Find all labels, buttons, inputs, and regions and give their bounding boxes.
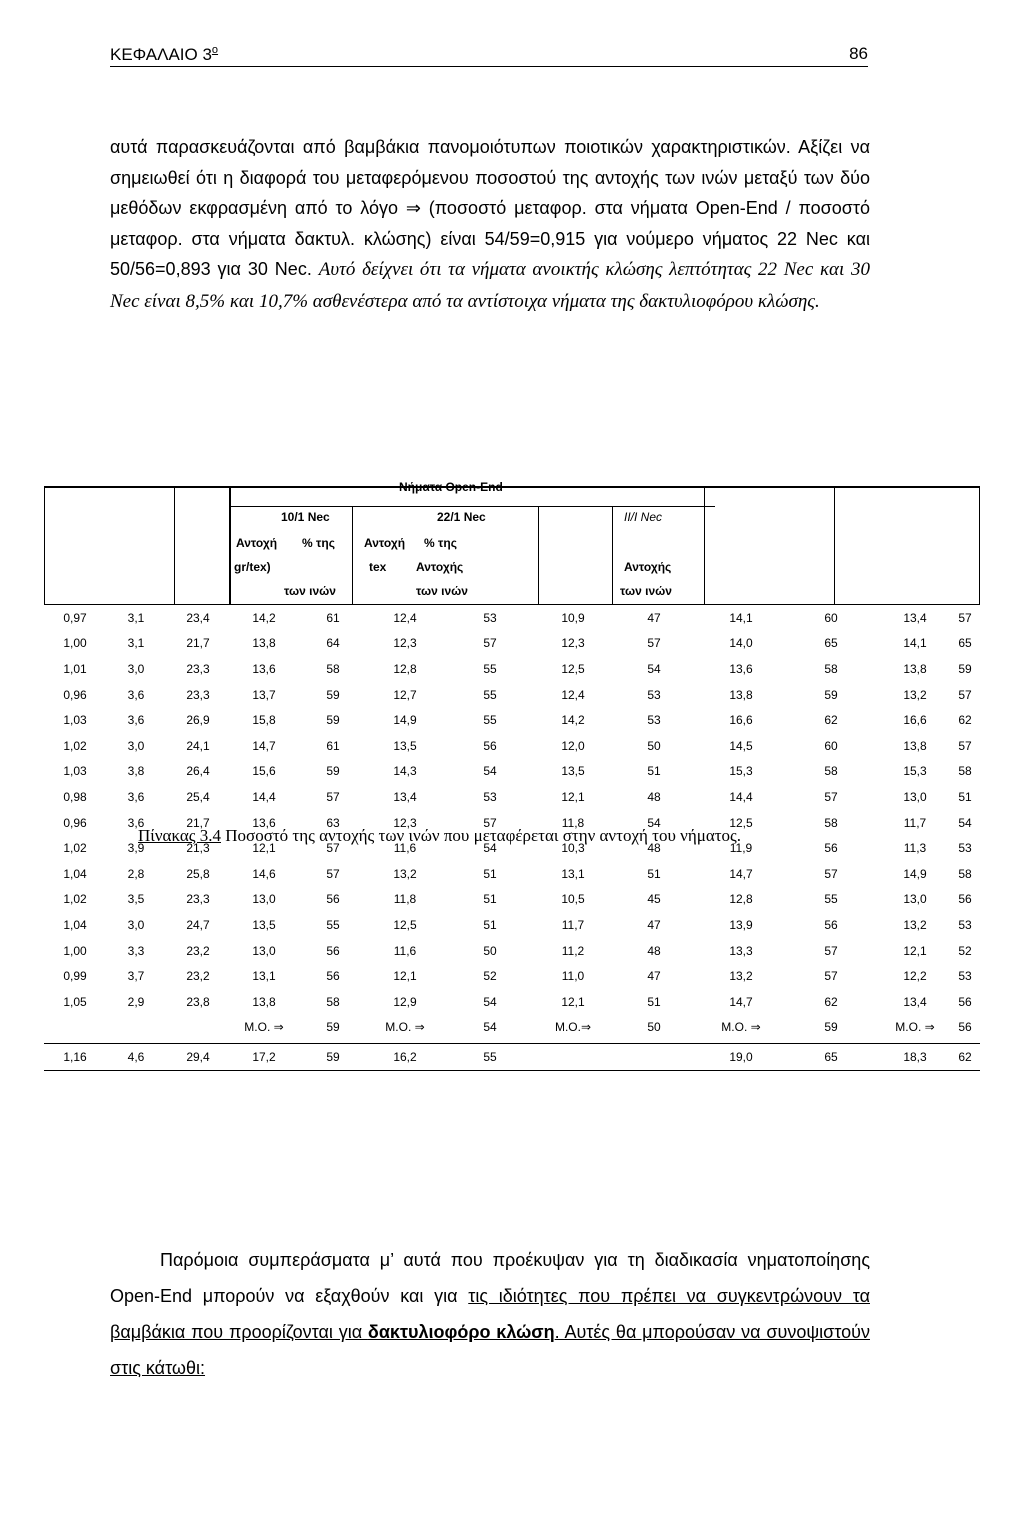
table-cell: 54 bbox=[647, 661, 661, 676]
table-cell: 52 bbox=[483, 969, 497, 984]
table-row bbox=[44, 656, 980, 682]
table-cell: 12,7 bbox=[393, 687, 417, 702]
table-cell: 12,5 bbox=[729, 815, 753, 830]
table-cell: 13,2 bbox=[903, 917, 927, 932]
table-cell: 65 bbox=[824, 636, 838, 651]
table-cell: 57 bbox=[824, 943, 838, 958]
table-cell: 60 bbox=[824, 610, 838, 625]
paragraph-1 bbox=[110, 132, 870, 318]
caption-text: Ποσοστό της αντοχής των ινών που μεταφέρεται στην αντοχή του νήματος. bbox=[221, 826, 742, 845]
paragraph-1-text: αυτά παρασκευάζονται από βαμβάκια πανομοιότυπων ποιοτικών χαρακτηριστικών. Αξίζει να σημειωθεί ότι η διαφορά του μεταφερόμενου ποσοστού της αντοχής των ινών μεταξύ των δύο μεθόδων εκφρασμένη από το λόγο ⇒ (ποσοστό μεταφορ. στα νήματα Open-End / ποσοστό μεταφορ. στα νήματα δακτυλ. κλώσης) είναι 54/59=0,915 για νούμερο νήματος 22 Nec και 50/56=0,893 για 30 Nec. bbox=[110, 137, 870, 280]
table-cell: 25,8 bbox=[186, 866, 210, 881]
table-cell: 3,6 bbox=[127, 713, 145, 728]
table-cell: 54 bbox=[483, 764, 497, 779]
table-cell: 1,02 bbox=[63, 892, 87, 907]
table-cell: 3,0 bbox=[127, 738, 145, 753]
table-cell: 57 bbox=[824, 789, 838, 804]
table-cell: 56 bbox=[326, 892, 340, 907]
table-cell: 0,97 bbox=[63, 610, 87, 625]
table-cell: 62 bbox=[958, 713, 972, 728]
table-cell: 12,8 bbox=[729, 892, 753, 907]
table-cell: 51 bbox=[483, 866, 497, 881]
label-d1: % της bbox=[424, 536, 457, 550]
table-cell: 56 bbox=[483, 738, 497, 753]
table-cell: 13,2 bbox=[393, 866, 417, 881]
table-cell: 15,3 bbox=[729, 764, 753, 779]
label-c2: tex bbox=[369, 560, 387, 574]
table-row bbox=[44, 1043, 980, 1070]
table-cell: 60 bbox=[824, 738, 838, 753]
table-cell: 4,6 bbox=[127, 1049, 145, 1064]
table-cell: 1,00 bbox=[63, 636, 87, 651]
table-cell: 62 bbox=[824, 713, 838, 728]
table-cell: 23,3 bbox=[186, 687, 210, 702]
paragraph-2 bbox=[110, 1242, 870, 1386]
table-cell: 3,0 bbox=[127, 661, 145, 676]
table-cell: 45 bbox=[647, 892, 661, 907]
table-cell: 13,0 bbox=[252, 892, 276, 907]
table-cell: 12,1 bbox=[393, 969, 417, 984]
table-cell: 12,5 bbox=[393, 917, 417, 932]
page-number: 86 bbox=[849, 44, 868, 63]
table-cell: 50 bbox=[647, 1020, 661, 1035]
table-row bbox=[44, 861, 980, 887]
table-row bbox=[44, 631, 980, 657]
table-cell: 58 bbox=[326, 661, 340, 676]
table-cell: 13,3 bbox=[729, 943, 753, 958]
table-cell: 53 bbox=[483, 610, 497, 625]
table-cell: 59 bbox=[824, 1020, 838, 1035]
table-cell: 23,2 bbox=[186, 943, 210, 958]
table-cell: 48 bbox=[647, 841, 661, 856]
table-cell: 14,1 bbox=[903, 636, 927, 651]
table-cell: 13,0 bbox=[252, 943, 276, 958]
table-cell: 11,8 bbox=[561, 815, 585, 830]
table-cell: 12,4 bbox=[393, 610, 417, 625]
table-cell: 14,9 bbox=[903, 866, 927, 881]
table-cell: 54 bbox=[483, 994, 497, 1009]
table-cell: 13,8 bbox=[903, 661, 927, 676]
label-d2: Αντοχής bbox=[416, 560, 464, 574]
table-cell: 58 bbox=[824, 764, 838, 779]
table-cell: 56 bbox=[824, 841, 838, 856]
table-cell: 18,3 bbox=[903, 1049, 927, 1064]
table-cell: 58 bbox=[824, 661, 838, 676]
table-cell: 61 bbox=[326, 738, 340, 753]
table-cell: 25,4 bbox=[186, 789, 210, 804]
paragraph-2-tail: . Αυτές θα μπορούσαν να συνοψιστούν στις κάτωθι: bbox=[110, 1322, 870, 1378]
table-cell: 11,3 bbox=[903, 841, 927, 856]
table-cell: 57 bbox=[958, 687, 972, 702]
table-cell: 51 bbox=[483, 917, 497, 932]
data-table bbox=[44, 480, 980, 1071]
table-cell: 1,02 bbox=[63, 841, 87, 856]
table-cell: 3,6 bbox=[127, 789, 145, 804]
table-cell: 55 bbox=[326, 917, 340, 932]
table-cell: 13,6 bbox=[252, 661, 276, 676]
table-cell: 12,3 bbox=[393, 636, 417, 651]
table-row bbox=[44, 733, 980, 759]
table-cell: 11,9 bbox=[729, 841, 753, 856]
table-cell: 56 bbox=[326, 943, 340, 958]
table-cell: 14,3 bbox=[393, 764, 417, 779]
table-cell: 57 bbox=[483, 815, 497, 830]
table-cell: 51 bbox=[647, 866, 661, 881]
table-cell: 12,9 bbox=[393, 994, 417, 1009]
table-cell: 65 bbox=[824, 1049, 838, 1064]
table-cell: 14,7 bbox=[729, 994, 753, 1009]
table-cell: 54 bbox=[483, 841, 497, 856]
table-cell: 13,6 bbox=[252, 815, 276, 830]
table-cell: 59 bbox=[326, 687, 340, 702]
table-row bbox=[44, 912, 980, 938]
table-cell: 0,98 bbox=[63, 789, 87, 804]
table-cell: 58 bbox=[326, 994, 340, 1009]
table-cell: 10,5 bbox=[561, 892, 585, 907]
table-cell: 12,1 bbox=[903, 943, 927, 958]
label-e1: Αντοχής bbox=[624, 560, 672, 574]
table-cell: 58 bbox=[958, 764, 972, 779]
table-cell: Μ.Ο. ⇒ bbox=[385, 1020, 425, 1035]
table-cell: 55 bbox=[483, 1049, 497, 1064]
table-row bbox=[44, 1015, 980, 1041]
table-cell: 14,4 bbox=[729, 789, 753, 804]
table-cell: 57 bbox=[326, 789, 340, 804]
page-header bbox=[110, 44, 868, 67]
label-c1: Αντοχή bbox=[364, 536, 406, 550]
table-cell: 0,96 bbox=[63, 815, 87, 830]
table-cell: 3,1 bbox=[127, 636, 145, 651]
table-cell: 26,4 bbox=[186, 764, 210, 779]
table-cell: 56 bbox=[958, 994, 972, 1009]
table-cell: 29,4 bbox=[186, 1049, 210, 1064]
table-cell: 13,0 bbox=[903, 789, 927, 804]
table-cell: 11,8 bbox=[393, 892, 417, 907]
table-cell: 3,6 bbox=[127, 815, 145, 830]
table-cell: 2,9 bbox=[127, 994, 145, 1009]
table-cell: 13,8 bbox=[252, 636, 276, 651]
table-cell: 14,4 bbox=[252, 789, 276, 804]
table-cell: 50 bbox=[647, 738, 661, 753]
table-cell: 24,7 bbox=[186, 917, 210, 932]
table-cell: 1,04 bbox=[63, 866, 87, 881]
table-row bbox=[44, 759, 980, 785]
table-cell: 12,3 bbox=[561, 636, 585, 651]
table-row bbox=[44, 784, 980, 810]
table-cell: 12,4 bbox=[561, 687, 585, 702]
table-cell: 55 bbox=[824, 892, 838, 907]
table-cell: 15,6 bbox=[252, 764, 276, 779]
table-cell: 1,05 bbox=[63, 994, 87, 1009]
table-cell: 13,8 bbox=[903, 738, 927, 753]
table-cell: 57 bbox=[824, 866, 838, 881]
table-cell: 24,1 bbox=[186, 738, 210, 753]
table-cell: 3,1 bbox=[127, 610, 145, 625]
table-cell: 3,6 bbox=[127, 687, 145, 702]
table-cell: 2,8 bbox=[127, 866, 145, 881]
table-cell: 13,7 bbox=[252, 687, 276, 702]
table-cell: 63 bbox=[326, 815, 340, 830]
sub-header-30: ΙΙ/Ι Nec bbox=[624, 510, 663, 524]
table-cell: 14,2 bbox=[252, 610, 276, 625]
table-cell: 12,3 bbox=[393, 815, 417, 830]
table-cell: 13,6 bbox=[729, 661, 753, 676]
label-a2: gr/tex) bbox=[234, 560, 271, 574]
table-cell: 0,99 bbox=[63, 969, 87, 984]
table-cell: 13,8 bbox=[252, 994, 276, 1009]
table-cell: 11,7 bbox=[903, 815, 927, 830]
table-cell: 14,1 bbox=[729, 610, 753, 625]
table-cell: 51 bbox=[958, 789, 972, 804]
table-cell: 53 bbox=[958, 969, 972, 984]
table-cell: 57 bbox=[647, 636, 661, 651]
table-cell: 13,1 bbox=[252, 969, 276, 984]
table-cell: Μ.Ο. ⇒ bbox=[721, 1020, 761, 1035]
table-row bbox=[44, 887, 980, 913]
table-cell: 10,9 bbox=[561, 610, 585, 625]
table-cell: 10,3 bbox=[561, 841, 585, 856]
table-row bbox=[44, 989, 980, 1015]
table-cell: 14,7 bbox=[729, 866, 753, 881]
table-cell: 55 bbox=[483, 713, 497, 728]
table-row bbox=[44, 938, 980, 964]
table-cell: 14,9 bbox=[393, 713, 417, 728]
table-cell: 57 bbox=[483, 636, 497, 651]
table-cell: 23,4 bbox=[186, 610, 210, 625]
paragraph-2-bold: δακτυλιοφόρο κλώση bbox=[367, 1322, 555, 1342]
table-cell: 13,5 bbox=[561, 764, 585, 779]
table-cell: 56 bbox=[958, 1020, 972, 1035]
table-cell: 14,7 bbox=[252, 738, 276, 753]
table-cell: 13,0 bbox=[903, 892, 927, 907]
table-cell: 14,2 bbox=[561, 713, 585, 728]
table-cell: 51 bbox=[483, 892, 497, 907]
table-cell: 14,6 bbox=[252, 866, 276, 881]
table-cell: 12,8 bbox=[393, 661, 417, 676]
table-cell: 57 bbox=[958, 738, 972, 753]
label-a1: Αντοχή bbox=[236, 536, 278, 550]
table-cell: 17,2 bbox=[252, 1049, 276, 1064]
table-cell: 0,96 bbox=[63, 687, 87, 702]
table-cell: 1,03 bbox=[63, 764, 87, 779]
table-header bbox=[44, 480, 980, 604]
table-cell: 3,7 bbox=[127, 969, 145, 984]
group-title: Νήματα Open-End bbox=[399, 480, 503, 494]
table-cell: 62 bbox=[824, 994, 838, 1009]
table-cell: 55 bbox=[483, 661, 497, 676]
label-b2: των ινών bbox=[284, 584, 336, 598]
paragraph-1-italic: Αυτό δείχνει ότι τα νήματα ανοικτής κλώσης λεπτότητας 22 Nec και 30 Nec είναι 8,5% και 10,7% ασθενέστερα από τα αντίστοιχα νήματα της δακτυλιοφόρου κλώσης. bbox=[110, 259, 870, 312]
table-cell: 11,6 bbox=[393, 841, 417, 856]
table-cell: 14,5 bbox=[729, 738, 753, 753]
sub-header-10: 10/1 Nec bbox=[281, 510, 330, 524]
table-cell: 12,1 bbox=[561, 789, 585, 804]
table-cell: 21,7 bbox=[186, 636, 210, 651]
paragraph-2-text: Παρόμοια συμπεράσματα μ’ αυτά που προέκυψαν για τη διαδικασία νηματοποίησης Open-End μπορούν να εξαχθούν και για bbox=[110, 1250, 870, 1306]
table-cell: 13,8 bbox=[729, 687, 753, 702]
table-cell: 19,0 bbox=[729, 1049, 753, 1064]
table-cell: Μ.Ο. ⇒ bbox=[244, 1020, 284, 1035]
table-caption bbox=[138, 826, 898, 846]
table-cell: 56 bbox=[958, 892, 972, 907]
table-cell: 13,9 bbox=[729, 917, 753, 932]
table-cell: 64 bbox=[326, 636, 340, 651]
table-cell: 59 bbox=[326, 713, 340, 728]
table-cell: 50 bbox=[483, 943, 497, 958]
table-cell: 1,00 bbox=[63, 943, 87, 958]
table-cell: 48 bbox=[647, 943, 661, 958]
table-cell: 13,5 bbox=[252, 917, 276, 932]
table-cell: 53 bbox=[958, 917, 972, 932]
table-cell: 57 bbox=[958, 610, 972, 625]
table-cell: 3,8 bbox=[127, 764, 145, 779]
table-cell: 47 bbox=[647, 917, 661, 932]
table-cell: 12,2 bbox=[903, 969, 927, 984]
table-cell: 11,6 bbox=[393, 943, 417, 958]
table-cell: 11,2 bbox=[561, 943, 585, 958]
table-cell: 51 bbox=[647, 764, 661, 779]
table-cell: 65 bbox=[958, 636, 972, 651]
table-cell: 13,4 bbox=[903, 994, 927, 1009]
table-cell: 61 bbox=[326, 610, 340, 625]
table-cell: 13,2 bbox=[729, 969, 753, 984]
label-e2: των ινών bbox=[620, 584, 672, 598]
table-cell: 56 bbox=[326, 969, 340, 984]
table-cell: 54 bbox=[647, 815, 661, 830]
table-cell: 62 bbox=[958, 1049, 972, 1064]
paragraph-2-underlined: τις ιδιότητες που πρέπει να συγκεντρώνουν τα βαμβάκια που προορίζονται για bbox=[110, 1286, 870, 1342]
table-cell: 54 bbox=[483, 1020, 497, 1035]
table-cell: 16,6 bbox=[729, 713, 753, 728]
table-cell: Μ.Ο. ⇒ bbox=[895, 1020, 935, 1035]
table-cell: 11,7 bbox=[561, 917, 585, 932]
table-cell: 57 bbox=[326, 841, 340, 856]
table-row bbox=[44, 682, 980, 708]
table-cell: 15,8 bbox=[252, 713, 276, 728]
table-cell: 14,0 bbox=[729, 636, 753, 651]
table-cell: Μ.Ο.⇒ bbox=[554, 1020, 592, 1035]
table-cell: 53 bbox=[483, 789, 497, 804]
table-cell: 48 bbox=[647, 789, 661, 804]
caption-label: Πίνακας 3.4 bbox=[138, 826, 221, 845]
table-cell: 3,3 bbox=[127, 943, 145, 958]
table-cell: 57 bbox=[326, 866, 340, 881]
table-cell: 54 bbox=[958, 815, 972, 830]
table-cell: 3,5 bbox=[127, 892, 145, 907]
table-cell: 53 bbox=[647, 713, 661, 728]
table-cell: 58 bbox=[824, 815, 838, 830]
chapter-title: ΚΕΦΑΛΑΙΟ $3^o$ bbox=[110, 44, 219, 64]
table-cell: 58 bbox=[958, 866, 972, 881]
table-cell: 53 bbox=[958, 841, 972, 856]
table-cell: 12,1 bbox=[561, 994, 585, 1009]
label-b1: % της bbox=[302, 536, 335, 550]
table-cell: 55 bbox=[483, 687, 497, 702]
table-cell: 12,1 bbox=[252, 841, 276, 856]
table-cell: 59 bbox=[326, 1020, 340, 1035]
table-cell: 57 bbox=[824, 969, 838, 984]
table-cell: 52 bbox=[958, 943, 972, 958]
table-cell: 13,4 bbox=[393, 789, 417, 804]
table-cell: 26,9 bbox=[186, 713, 210, 728]
table-cell: 13,1 bbox=[561, 866, 585, 881]
table-cell: 3,0 bbox=[127, 917, 145, 932]
sub-header-22: 22/1 Nec bbox=[437, 510, 486, 524]
table-row bbox=[44, 707, 980, 733]
table-cell: 51 bbox=[647, 994, 661, 1009]
table-cell: 59 bbox=[958, 661, 972, 676]
table-cell: 23,3 bbox=[186, 661, 210, 676]
table-cell: 1,01 bbox=[63, 661, 87, 676]
label-d3: των ινών bbox=[416, 584, 468, 598]
table-cell: 11,0 bbox=[561, 969, 585, 984]
table-cell: 21,7 bbox=[186, 815, 210, 830]
table-cell: 3,9 bbox=[127, 841, 145, 856]
table-cell: 23,2 bbox=[186, 969, 210, 984]
table-cell: 16,2 bbox=[393, 1049, 417, 1064]
table-cell: 13,4 bbox=[903, 610, 927, 625]
table-cell: 56 bbox=[824, 917, 838, 932]
table-cell: 13,2 bbox=[903, 687, 927, 702]
table-row bbox=[44, 963, 980, 989]
table-cell: 23,3 bbox=[186, 892, 210, 907]
table-cell: 23,8 bbox=[186, 994, 210, 1009]
table-cell: 1,02 bbox=[63, 738, 87, 753]
table-cell: 53 bbox=[647, 687, 661, 702]
table-cell: 15,3 bbox=[903, 764, 927, 779]
table-cell: 12,5 bbox=[561, 661, 585, 676]
table-cell: 13,5 bbox=[393, 738, 417, 753]
table-cell: 1,03 bbox=[63, 713, 87, 728]
table-cell: 1,04 bbox=[63, 917, 87, 932]
table-cell: 59 bbox=[326, 1049, 340, 1064]
table-row bbox=[44, 605, 980, 631]
table-cell: 12,0 bbox=[561, 738, 585, 753]
table-cell: 59 bbox=[326, 764, 340, 779]
table-cell: 21,3 bbox=[186, 841, 210, 856]
table-cell: 1,16 bbox=[63, 1049, 87, 1064]
table-cell: 59 bbox=[824, 687, 838, 702]
table-cell: 47 bbox=[647, 969, 661, 984]
table-cell: 16,6 bbox=[903, 713, 927, 728]
table-cell: 47 bbox=[647, 610, 661, 625]
